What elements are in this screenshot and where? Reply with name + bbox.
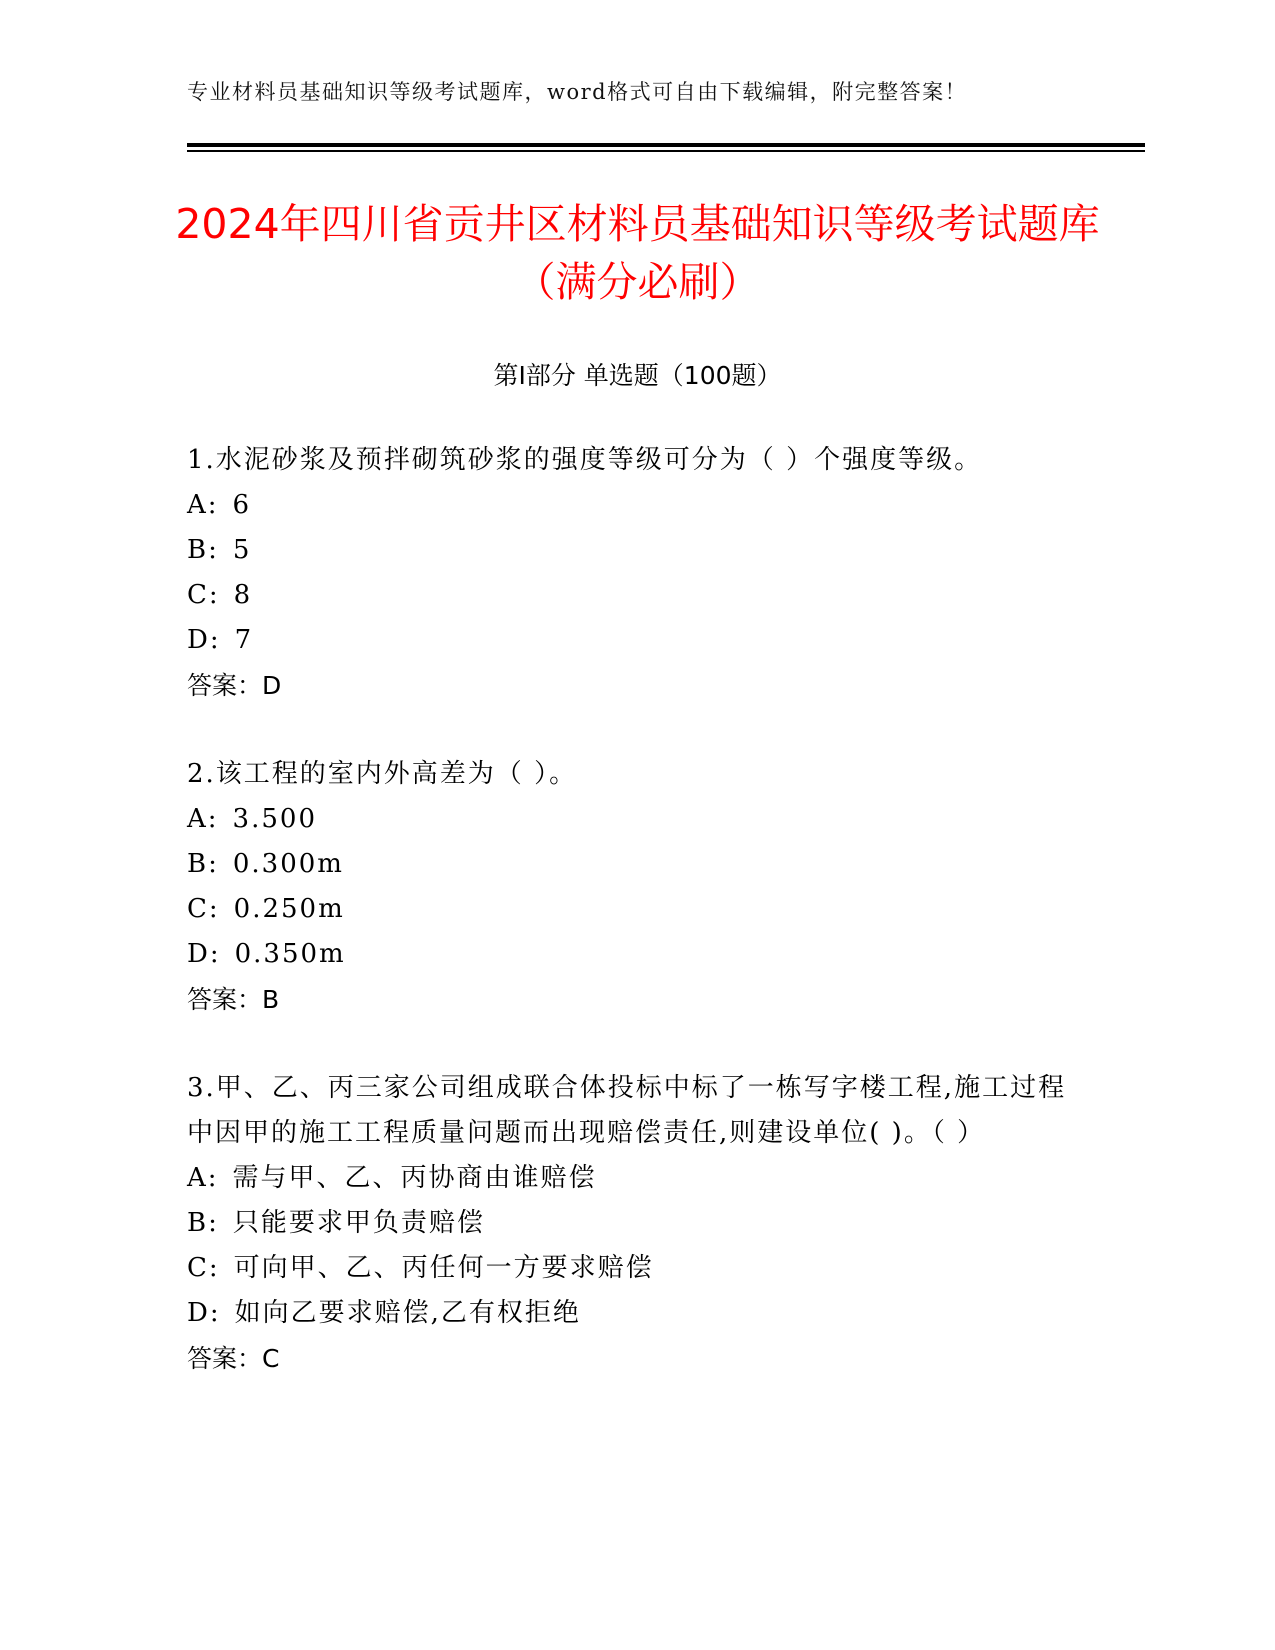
question-stem: 2.该工程的室内外高差为（ ）。: [187, 759, 578, 789]
option-label: A:: [187, 804, 219, 834]
option-text: 只能要求甲负责赔偿: [232, 1208, 485, 1238]
question-list: [187, 438, 1077, 1425]
answer-line: 答案：C: [187, 1344, 280, 1373]
option-text: 8: [233, 580, 253, 610]
option-text: 0.300m: [232, 849, 344, 879]
option-label: B:: [187, 1208, 219, 1238]
option-label: A:: [187, 1163, 219, 1193]
question-1: [187, 438, 1077, 708]
option-text: 如向乙要求赔偿,乙有权拒绝: [234, 1298, 581, 1328]
option-text: 6: [232, 490, 252, 520]
option-label: C:: [187, 894, 220, 924]
option-a: [187, 797, 1077, 842]
option-text: 0.250m: [233, 894, 345, 924]
option-label: D:: [187, 1298, 221, 1328]
option-text: 可向甲、乙、丙任何一方要求赔偿: [233, 1253, 654, 1283]
option-d: [187, 932, 1077, 977]
option-label: D:: [187, 939, 221, 969]
question-stem: 1.水泥砂浆及预拌砌筑砂浆的强度等级可分为（ ）个强度等级。: [187, 445, 983, 475]
option-b: [187, 1201, 1077, 1246]
option-a: [187, 1156, 1077, 1201]
option-text: 5: [232, 535, 252, 565]
header-note: 专业材料员基础知识等级考试题库，word格式可自由下载编辑，附完整答案！: [187, 80, 968, 104]
option-text: 需与甲、乙、丙协商由谁赔偿: [232, 1163, 597, 1193]
option-d: [187, 1291, 1077, 1336]
option-c: [187, 573, 1077, 618]
option-a: [187, 483, 1077, 528]
option-label: B:: [187, 535, 219, 565]
answer-line: 答案：B: [187, 985, 280, 1014]
header-rule-thin: [187, 150, 1145, 152]
option-label: C:: [187, 580, 220, 610]
option-label: D:: [187, 625, 221, 655]
option-text: 3.500: [232, 804, 317, 834]
option-d: [187, 618, 1077, 663]
question-2: [187, 752, 1077, 1022]
question-3: [187, 1066, 1077, 1381]
answer-line: 答案：D: [187, 671, 282, 700]
question-stem: 3.甲、乙、丙三家公司组成联合体投标中标了一栋写字楼工程,施工过程中因甲的施工工程质量问题而出现赔偿责任,则建设单位( )。（ ）: [187, 1073, 1067, 1148]
option-label: A:: [187, 490, 219, 520]
option-b: [187, 842, 1077, 887]
section-heading: 第Ⅰ部分 单选题（100题）: [493, 361, 782, 390]
header-rule-thick: [187, 143, 1145, 147]
option-c: [187, 887, 1077, 932]
option-text: 7: [234, 625, 254, 655]
document-title: 2024年四川省贡井区材料员基础知识等级考试题库（满分必刷）: [175, 200, 1100, 306]
option-label: C:: [187, 1253, 220, 1283]
option-b: [187, 528, 1077, 573]
option-c: [187, 1246, 1077, 1291]
option-label: B:: [187, 849, 219, 879]
option-text: 0.350m: [234, 939, 346, 969]
